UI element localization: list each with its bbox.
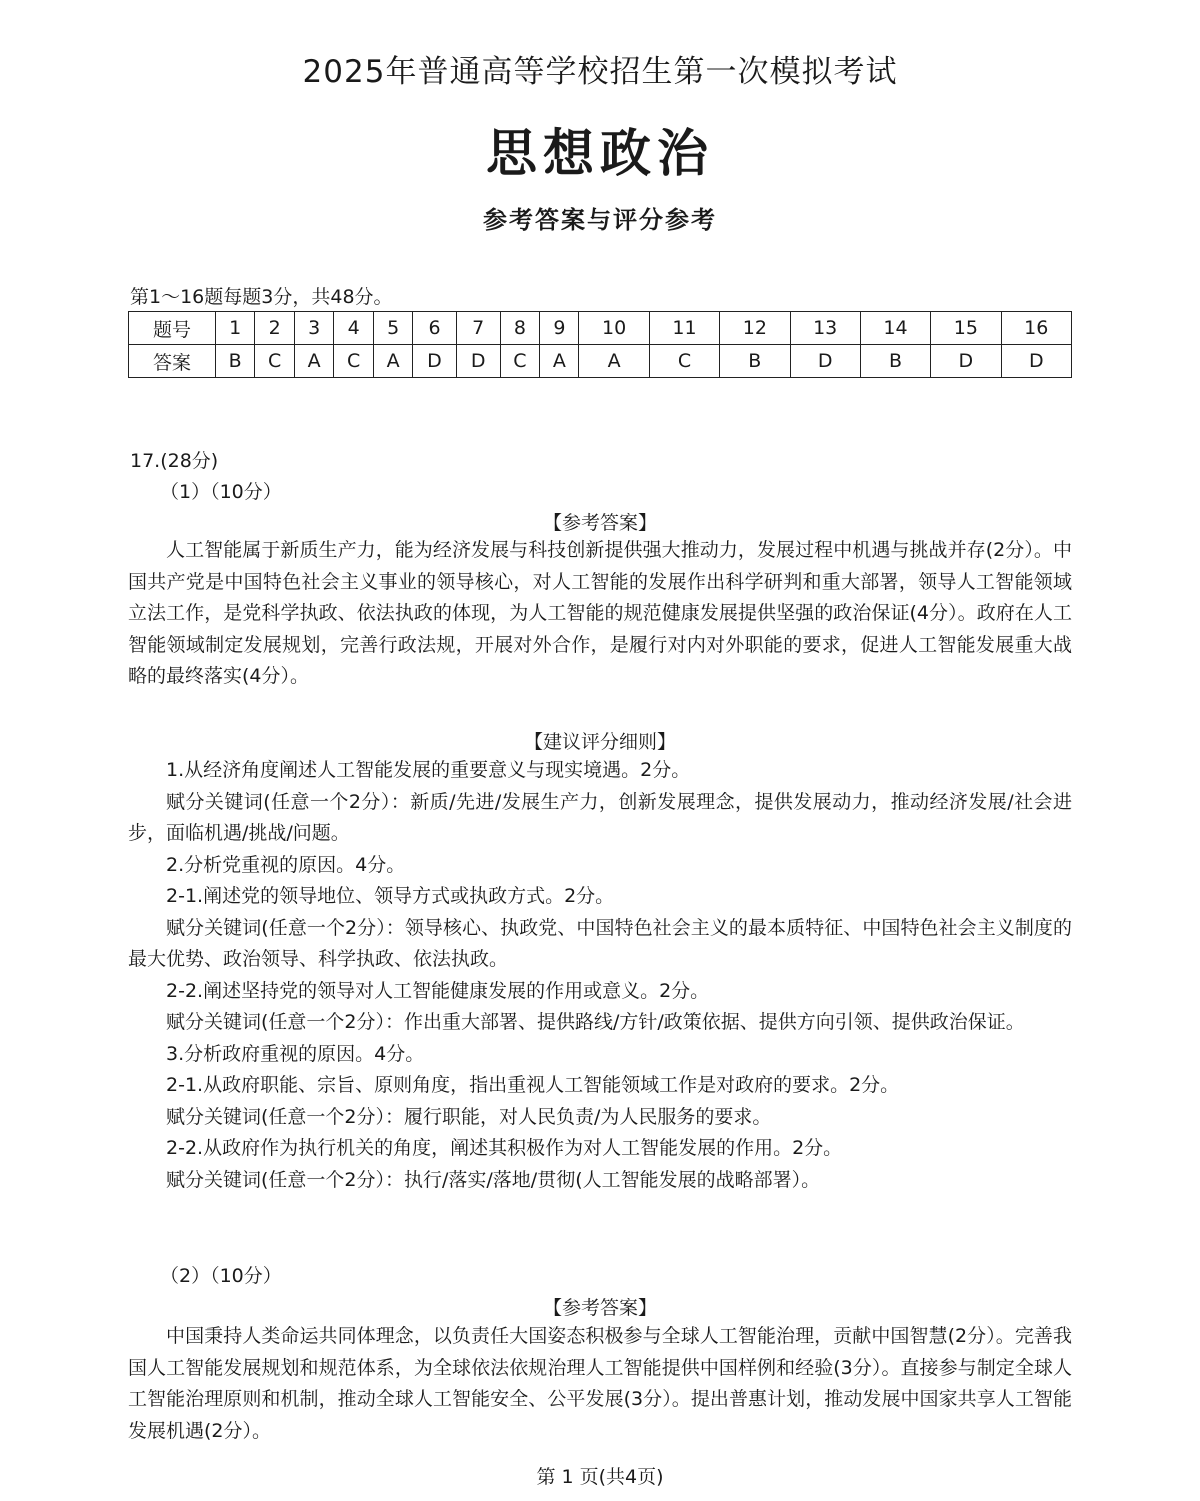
question-number: 5 <box>374 312 413 345</box>
scoring-rules <box>128 755 1072 1196</box>
part2-answer-text: 中国秉持人类命运共同体理念，以负责任大国姿态积极参与全球人工智能治理，贡献中国智慧(2分）。完善我国人工智能发展规划和规范体系，为全球依法依规治理人工智能提供中国样例和经验(3分）。直接参与制定全球人工智能治理原则和机制，推动全球人工智能安全、公平发展(3分）。提出普惠计划，推动发展中国家共享人工智能发展机遇(2分）。 <box>128 1325 1072 1442</box>
question-number: 12 <box>720 312 790 345</box>
part2-title: （2）（10分） <box>160 1265 282 1287</box>
question-number: 16 <box>1001 312 1071 345</box>
question-number: 6 <box>413 312 457 345</box>
answer-cell: A <box>579 345 649 378</box>
answer-cell: A <box>374 345 413 378</box>
question-number: 7 <box>456 312 500 345</box>
rule-item: 2-1.从政府职能、宗旨、原则角度，指出重视人工智能领域工作是对政府的要求。2分。 <box>166 1074 900 1096</box>
question-number: 14 <box>860 312 930 345</box>
answer-table <box>128 311 1072 378</box>
question-17-title: 17.(28分) <box>130 450 219 472</box>
rule-item: 赋分关键词(任意一个2分）：领导核心、执政党、中国特色社会主义的最本质特征、中国特色社会主义制度的最大优势、政治领导、科学执政、依法执政。 <box>128 916 1072 970</box>
document-subtitle: 参考答案与评分参考 <box>483 206 717 234</box>
exam-title: 2025年普通高等学校招生第一次模拟考试 <box>302 54 898 90</box>
question-number: 9 <box>540 312 579 345</box>
row-label-answer: 答案 <box>129 345 216 378</box>
answer-cell: C <box>255 345 295 378</box>
answer-cell: C <box>649 345 719 378</box>
question-number: 10 <box>579 312 649 345</box>
question-number: 3 <box>295 312 334 345</box>
part1-rules-heading: 【建议评分细则】 <box>523 731 676 753</box>
answer-cell: C <box>500 345 540 378</box>
question-number: 4 <box>334 312 374 345</box>
rule-item: 2-2.阐述坚持党的领导对人工智能健康发展的作用或意义。2分。 <box>166 979 710 1002</box>
answer-cell: D <box>931 345 1001 378</box>
answer-cell: C <box>334 345 374 378</box>
part1-title: （1）（10分） <box>160 481 282 503</box>
subject-title: 思想政治 <box>485 125 714 184</box>
page-number: 第 1 页(共4页) <box>536 1466 664 1488</box>
question-number: 15 <box>931 312 1001 345</box>
answer-cell: D <box>413 345 457 378</box>
answer-cell: A <box>295 345 334 378</box>
answer-cell: B <box>720 345 790 378</box>
question-number: 2 <box>255 312 295 345</box>
rule-item: 2-2.从政府作为执行机关的角度，阐述其积极作为对人工智能发展的作用。2分。 <box>166 1137 843 1159</box>
part2-answer-heading: 【参考答案】 <box>542 1297 657 1319</box>
answer-cell: B <box>216 345 255 378</box>
rule-item: 赋分关键词(任意一个2分）：履行职能，对人民负责/为人民服务的要求。 <box>166 1105 772 1128</box>
table-row-numbers <box>129 312 1072 345</box>
answer-cell: D <box>1001 345 1071 378</box>
part1-answer-text: 人工智能属于新质生产力，能为经济发展与科技创新提供强大推动力，发展过程中机遇与挑战并存(2分）。中国共产党是中国特色社会主义事业的领导核心，对人工智能的发展作出科学研判和重大部署，领导人工智能领域立法工作，是党科学执政、依法执政的体现，为人工智能的规范健康发展提供坚强的政治保证(4分）。政府在人工智能领域制定发展规划，完善行政法规，开展对外合作，是履行对内对外职能的要求，促进人工智能发展重大战略的最终落实(4分）。 <box>128 539 1072 687</box>
rule-item: 赋分关键词(任意一个2分）：作出重大部署、提供路线/方针/政策依据、提供方向引领、提供政治保证。 <box>166 1011 1025 1033</box>
rule-item: 赋分关键词(任意一个2分）：执行/落实/落地/贯彻(人工智能发展的战略部署）。 <box>166 1168 821 1191</box>
part1-answer-heading: 【参考答案】 <box>542 512 657 534</box>
question-number: 1 <box>216 312 255 345</box>
answer-cell: A <box>540 345 579 378</box>
rule-item: 1.从经济角度阐述人工智能发展的重要意义与现实境遇。2分。 <box>166 759 691 781</box>
question-number: 13 <box>790 312 860 345</box>
rule-item: 赋分关键词(任意一个2分）：新质/先进/发展生产力，创新发展理念，提供发展动力，推动经济发展/社会进步，面临机遇/挑战/问题。 <box>128 790 1072 844</box>
rule-item: 2.分析党重视的原因。4分。 <box>166 853 406 876</box>
row-label-number: 题号 <box>129 312 216 345</box>
rule-item: 3.分析政府重视的原因。4分。 <box>166 1042 425 1065</box>
rule-item: 2-1.阐述党的领导地位、领导方式或执政方式。2分。 <box>166 885 615 907</box>
answer-cell: D <box>790 345 860 378</box>
answer-cell: B <box>860 345 930 378</box>
answer-cell: D <box>456 345 500 378</box>
question-number: 11 <box>649 312 719 345</box>
choice-scoring-note: 第1～16题每题3分，共48分。 <box>130 286 393 308</box>
table-row-answers <box>129 345 1072 378</box>
question-number: 8 <box>500 312 540 345</box>
